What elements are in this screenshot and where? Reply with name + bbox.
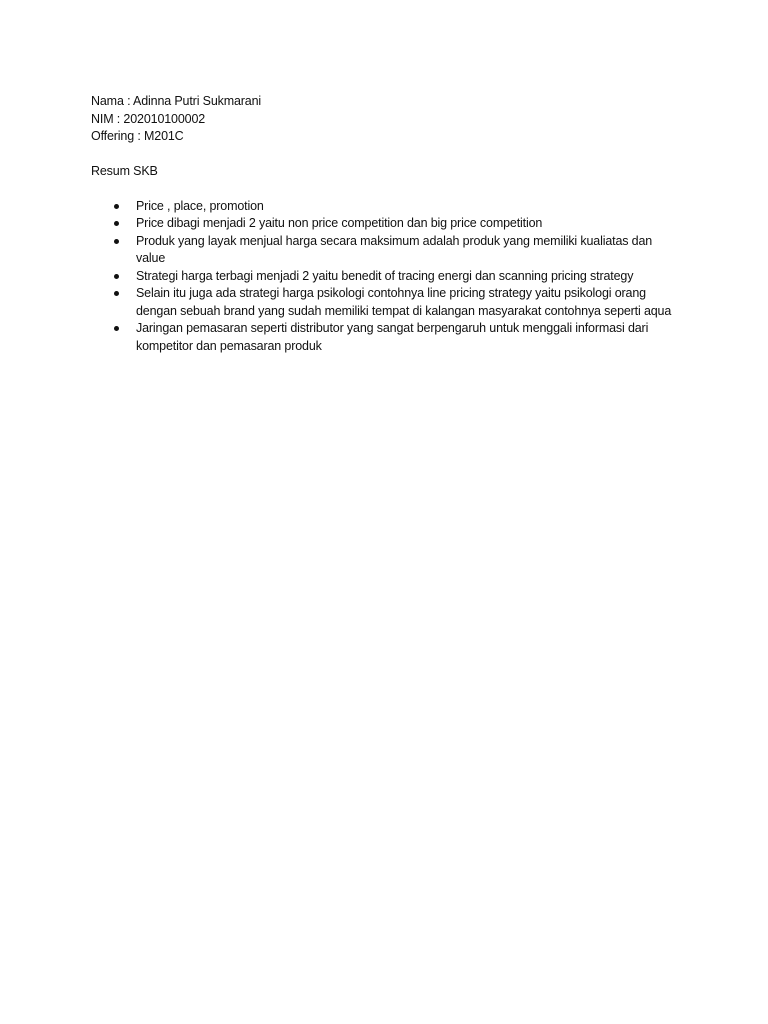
- list-item-text: Jaringan pemasaran seperti distributor yang sangat berpengaruh untuk menggali informasi dari kompetitor dan pemasaran produk: [136, 321, 649, 353]
- list-item: [91, 285, 681, 320]
- nim-line: NIM : 202010100002: [91, 111, 206, 126]
- list-item-text: Strategi harga terbagi menjadi 2 yaitu benedit of tracing energi dan scanning pricing strategy: [136, 268, 634, 283]
- bullet-icon: [114, 326, 119, 331]
- list-item-text: Selain itu juga ada strategi harga psikologi contohnya line pricing strategy yaitu psikologi orang dengan sebuah brand yang sudah memiliki tempat di kalangan masyarakat contohnya seperti aqua: [136, 286, 672, 318]
- list-item-text: Price dibagi menjadi 2 yaitu non price competition dan big price competition: [136, 216, 543, 230]
- list-item: [91, 198, 681, 216]
- document-content: [91, 93, 681, 355]
- bullet-icon: [114, 221, 119, 226]
- section-title: Resum SKB: [91, 164, 158, 178]
- bullet-icon: [114, 239, 119, 244]
- list-item-text: Price , place, promotion: [136, 198, 264, 213]
- list-item: [91, 320, 681, 355]
- bullet-icon: [114, 204, 119, 209]
- list-item: [91, 215, 681, 233]
- bullet-icon: [114, 274, 119, 279]
- bullet-list: [91, 198, 681, 356]
- name-line: Nama : Adinna Putri Sukmarani: [91, 94, 262, 108]
- list-item: [91, 233, 681, 268]
- list-item-text: Produk yang layak menjual harga secara maksimum adalah produk yang memiliki kualiatas dan value: [136, 233, 653, 265]
- bullet-icon: [114, 291, 119, 296]
- offering-line: Offering : M201C: [91, 129, 184, 143]
- list-item: [91, 268, 681, 286]
